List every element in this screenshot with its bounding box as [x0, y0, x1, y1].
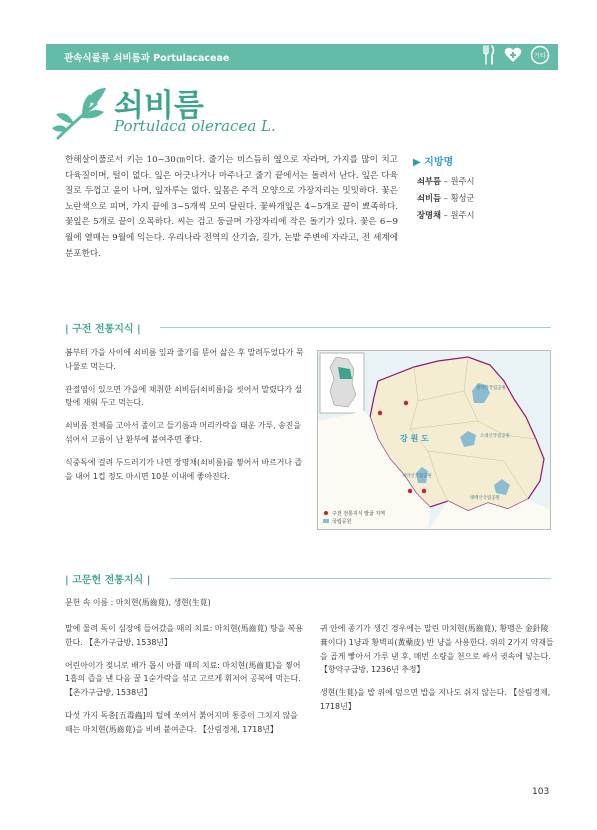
gangwon-distribution-map — [317, 350, 551, 530]
local-names-list — [417, 173, 475, 224]
legend-label: 국립공원 — [332, 519, 352, 525]
local-name-item: 쇠부름 – 원주시 — [417, 176, 475, 186]
play-triangle-icon: ▶ — [413, 157, 425, 168]
legend-dot-marker — [324, 511, 328, 515]
plant-description: 한해살이풀로서 키는 10~30㎝이다. 줄기는 비스듬히 옆으로 자라며, 가지를 많이 치고 다육질이며, 털이 없다. 잎은 어긋나거나 마주나고 줄기 끝에서는 돌려서 난다. 잎은 다육질로 두껍고 윤이 나며, 잎자루는 없다. 잎몸은 주걱 모양으로 가장자리는 밋밋하다. 꽃은 노란색으로 피며, 가지 끝에 3~5개씩 모여 달린다. 꽃싸개잎은 4~5개로 끝이 뾰족하다. 꽃잎은 5개로 끝이 오목하다. 씨는 검고 둥글며 가장자리에 작은 돌기가 있다. 꽃은 6~9월에 열매는 9월에 익는다. 우리나라 전역의 산기슭, 길가, 논밭 주변에 자라고, 전 세계에 분포한다. — [65, 155, 398, 259]
section-header-bar — [46, 44, 558, 70]
legend-park-swatch — [323, 519, 329, 523]
literature-names-line: 문헌 속 이름 : 마치현(馬齒莧), 생현(生莧) — [65, 598, 211, 607]
oral-paragraph: 관절염이 있으면 가을에 채취한 쇠비듬(쇠비름)을 씻어서 말렸다가 설탕에 재워 두고 먹는다. — [65, 384, 303, 408]
section-divider — [170, 578, 551, 579]
local-names-heading: ▶ 지방명 — [413, 157, 454, 168]
plant-scientific-name: Portulaca oleracea L. — [114, 117, 276, 135]
literature-paragraph: 생현(生莧)을 밥 위에 덮으면 밥을 지나도 쉬지 않는다. 【산림경제, 1718년】 — [320, 688, 551, 711]
section-divider — [160, 327, 551, 328]
misc-badge-icon — [530, 45, 550, 65]
oral-knowledge-text — [65, 346, 305, 492]
literature-left-column — [65, 622, 303, 746]
literature-paragraph: 다섯 가지 독충[五毒蟲]의 털에 쏘여서 붉어지며 통증이 그치지 않을 때는 마치현(馬齒莧)을 비벼 붙여준다. 【산림경제, 1718년】 — [65, 710, 298, 734]
literature-paragraph: 어린아이가 젖니로 배가 몹시 아플 때의 치료: 마치현(馬齒莧)을 찧어 1홉의 즙을 낸 다음 꿀 1숟가락을 섞고 고르게 휘저어 공복에 먹는다. 【촌가구급방, 1538년】 — [65, 660, 301, 698]
badge-label: 기타 — [533, 51, 547, 60]
medical-heart-icon — [503, 45, 523, 65]
discovery-site-dot — [404, 401, 408, 405]
page-number: 103 — [532, 787, 550, 797]
discovery-site-dot — [408, 489, 412, 493]
park-label: 태백산국립공원 — [470, 496, 500, 501]
discovery-site-dot — [422, 489, 426, 493]
discovery-site-dot — [378, 411, 382, 415]
park-label: 치악산국립공원 — [402, 474, 432, 479]
oral-knowledge-heading: | 구전 전통지식 | — [65, 324, 141, 335]
utensils-icon — [482, 45, 496, 65]
local-name-item: 장명채 – 원주시 — [417, 210, 475, 220]
plant-korean-name: 쇠비름 — [114, 88, 204, 124]
literature-right-column — [320, 622, 556, 723]
literature-paragraph: 말에 물려 독이 심장에 들어갔을 때의 치료: 마치현(馬齒莧) 탕을 복용한다. 【촌가구급방, 1538년】 — [65, 624, 303, 647]
leaf-logo-icon — [52, 86, 108, 142]
oral-paragraph: 쇠비름 전체를 고아서 졸이고 들기름과 머리카락을 태운 가루, 송진을 섞어서 고름이 난 환부에 붙여주면 좋다. — [65, 421, 302, 444]
section-title: 관속식물류 쇠비름과 Portulacaceae — [64, 53, 230, 64]
province-label: 강 원 도 — [400, 434, 429, 443]
park-label: 오대산국립공원 — [480, 434, 510, 439]
oral-paragraph: 봄부터 가을 사이에 쇠비름 잎과 줄기를 뜯어 삶은 후 말려두었다가 묵나물로 먹는다. — [65, 348, 304, 371]
literature-knowledge-heading: | 고문헌 전통지식 | — [65, 575, 151, 586]
park-label: 설악산국립공원 — [476, 386, 506, 391]
literature-paragraph: 귀 안에 종기가 생긴 경우에는 말린 마치현(馬齒莧), 황맹은 金針陵膏이다) 1냥과 황벽피(黃蘗皮) 반 냥을 사용한다. 위의 2가지 약재들을 곱게 빻아서 가루 낸 후, 매번 소량을 천으로 싸서 귓속에 넣는다. 【향약구급방, 1236년 추정】 — [320, 624, 554, 675]
category-icons — [482, 45, 550, 65]
legend-label: 구전 전통지식 발굴 지역 — [332, 511, 386, 517]
map-canvas — [318, 351, 551, 530]
oral-paragraph: 식중독에 걸려 두드러기가 나면 장명채(쇠비름)를 찧어서 바르거나 즙을 내어 1컵 정도 마시면 10분 이내에 좋아진다. — [65, 457, 303, 481]
local-name-item: 쇠비듬 – 횡성군 — [417, 193, 475, 203]
